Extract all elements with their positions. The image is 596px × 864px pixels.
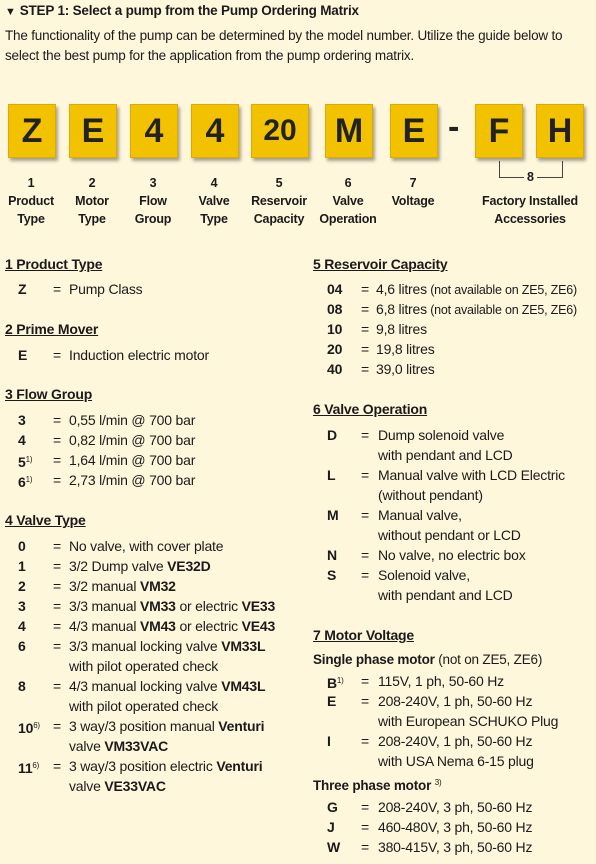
voltage-row: E = 208-240V, 1 ph, 50-60 Hz (327, 693, 533, 709)
footnote-marker: 1) (336, 676, 344, 685)
valve-type-row-cont: with pilot operated check (69, 658, 219, 674)
voltage-row: I = 208-240V, 1 ph, 50-60 Hz (327, 733, 533, 749)
reservoir-row: 08 = 6,8 litres (not available on ZE5, ZE6) (327, 301, 577, 317)
footnote-marker: 1) (25, 455, 33, 464)
three-phase-heading: Three phase motor $^{3)}$ (313, 778, 442, 793)
valve-type-row: 11$^{6)}$ = 3 way/3 position electric Venturi (18, 758, 263, 776)
valve-operation-row: D = Dump solenoid valve (327, 427, 505, 443)
column-label-2: 2 Motor Type (75, 176, 109, 226)
section-reservoir-title: 5 Reservoir Capacity (313, 256, 448, 272)
reservoir-row: 10 = 9,8 litres (327, 321, 427, 337)
single-phase-heading: Single phase motor (not on ZE5, ZE6) (313, 652, 543, 667)
valve-type-row-cont: with pilot operated check (69, 698, 219, 714)
valve-operation-row: S = Solenoid valve, (327, 567, 470, 583)
valve-operation-row-cont: (without pendant) (378, 487, 483, 503)
section-prime-mover-title: 2 Prime Mover (5, 321, 99, 337)
code-box-accessory-h: H (536, 104, 584, 158)
code-dash: - (448, 108, 460, 146)
valve-type-row: 8 = 4/3 manual locking valve VM43L (18, 678, 266, 694)
column-label-7: 7 Voltage (391, 176, 435, 208)
voltage-row-cont: with European SCHUKO Plug (378, 713, 559, 729)
section-valve-operation-title: 6 Valve Operation (313, 401, 428, 417)
code-box-motor-type: E (69, 104, 117, 158)
flow-group-row: 4 = 0,82 l/min @ 700 bar (18, 432, 196, 448)
valve-operation-row: M = Manual valve, (327, 507, 462, 523)
column-label-3: 3 Flow Group (134, 176, 172, 226)
prime-mover-row: E = Induction electric motor (18, 347, 209, 363)
voltage-row: J = 460-480V, 3 ph, 50-60 Hz (327, 819, 533, 835)
section-voltage-title: 7 Motor Voltage (313, 627, 414, 643)
footnote-marker: 3) (434, 778, 442, 787)
valve-operation-row-cont: with pendant and LCD (378, 447, 513, 463)
footnote-marker: 1) (25, 475, 33, 484)
voltage-row: $B^{1)}$ = 115V, 1 ph, 50-60 Hz (327, 673, 504, 691)
valve-type-row-cont: valve VE33VAC (69, 778, 166, 794)
valve-type-row: 1 = 3/2 Dump valve VE32D (18, 558, 211, 574)
code-box-product-type: Z (8, 104, 56, 158)
code-box-voltage: E (390, 104, 438, 158)
flow-group-row: 6$^{1)}$ = 2,73 l/min @ 700 bar (18, 472, 196, 490)
step-title-text: STEP 1: Select a pump from the Pump Ordering Matrix (19, 3, 359, 18)
valve-type-row: 4 = 4/3 manual VM43 or electric VE43 (18, 618, 276, 634)
flow-group-row: 3 = 0,55 l/min @ 700 bar (18, 412, 196, 428)
model-code-boxes (0, 104, 596, 160)
reservoir-row: 04 = 4,6 litres (not available on ZE5, ZE6) (327, 281, 577, 297)
column-label-6: 6 Valve Operation (319, 176, 377, 226)
valve-type-row: 3 = 3/3 manual VM33 or electric VE33 (18, 598, 276, 614)
column-8-number: 8 (524, 170, 537, 184)
valve-operation-row: N = No valve, no electric box (327, 547, 526, 563)
section-valve-type-title: 4 Valve Type (5, 512, 86, 528)
code-box-valve-operation: M (325, 104, 373, 158)
code-box-flow-group: 4 (130, 104, 178, 158)
section-product-type-title: 1 Product Type (5, 256, 103, 272)
column-label-1: 1 Product Type (8, 176, 54, 226)
valve-operation-row-cont: without pendant or LCD (378, 527, 521, 543)
valve-type-row: 6 = 3/3 manual locking valve VM33L (18, 638, 266, 654)
column-label-8: Factory Installed Accessories (482, 194, 578, 226)
triangle-icon: ▼ (5, 6, 16, 18)
valve-operation-row: L = Manual valve with LCD Electric (327, 467, 565, 483)
footnote-marker: 6) (32, 761, 40, 770)
flow-group-row: 5$^{1)}$ = 1,64 l/min @ 700 bar (18, 452, 196, 470)
step-title (5, 3, 359, 18)
section-flow-group-title: 3 Flow Group (5, 386, 93, 402)
column-label-4: 4 Valve Type (198, 176, 230, 226)
valve-operation-row-cont: with pendant and LCD (378, 587, 513, 603)
reservoir-row: 20 = 19,8 litres (327, 341, 435, 357)
valve-type-row: 10$^{6)}$ = 3 way/3 position manual Venturi (18, 718, 265, 736)
reservoir-row: 40 = 39,0 litres (327, 361, 435, 377)
footnote-marker: 6) (33, 721, 40, 730)
intro-text: The functionality of the pump can be determined by the model number. Utilize the guide below to select the best pump for the application from the pump ordering matrix. (5, 28, 563, 63)
code-box-valve-type: 4 (191, 104, 239, 158)
code-box-reservoir: 20 (251, 104, 309, 158)
code-box-accessory-f: F (475, 104, 523, 158)
column-label-5: 5 Reservoir Capacity (251, 176, 307, 226)
valve-type-row: 0 = No valve, with cover plate (18, 538, 224, 554)
voltage-row: W = 380-415V, 3 ph, 50-60 Hz (327, 839, 533, 855)
voltage-row: G = 208-240V, 3 ph, 50-60 Hz (327, 799, 533, 815)
product-type-row: Z = Pump Class (18, 281, 143, 297)
valve-type-row-cont: valve VM33VAC (69, 738, 169, 754)
valve-type-row: 2 = 3/2 manual VM32 (18, 578, 176, 594)
voltage-row-cont: with USA Nema 6-15 plug (378, 753, 534, 769)
